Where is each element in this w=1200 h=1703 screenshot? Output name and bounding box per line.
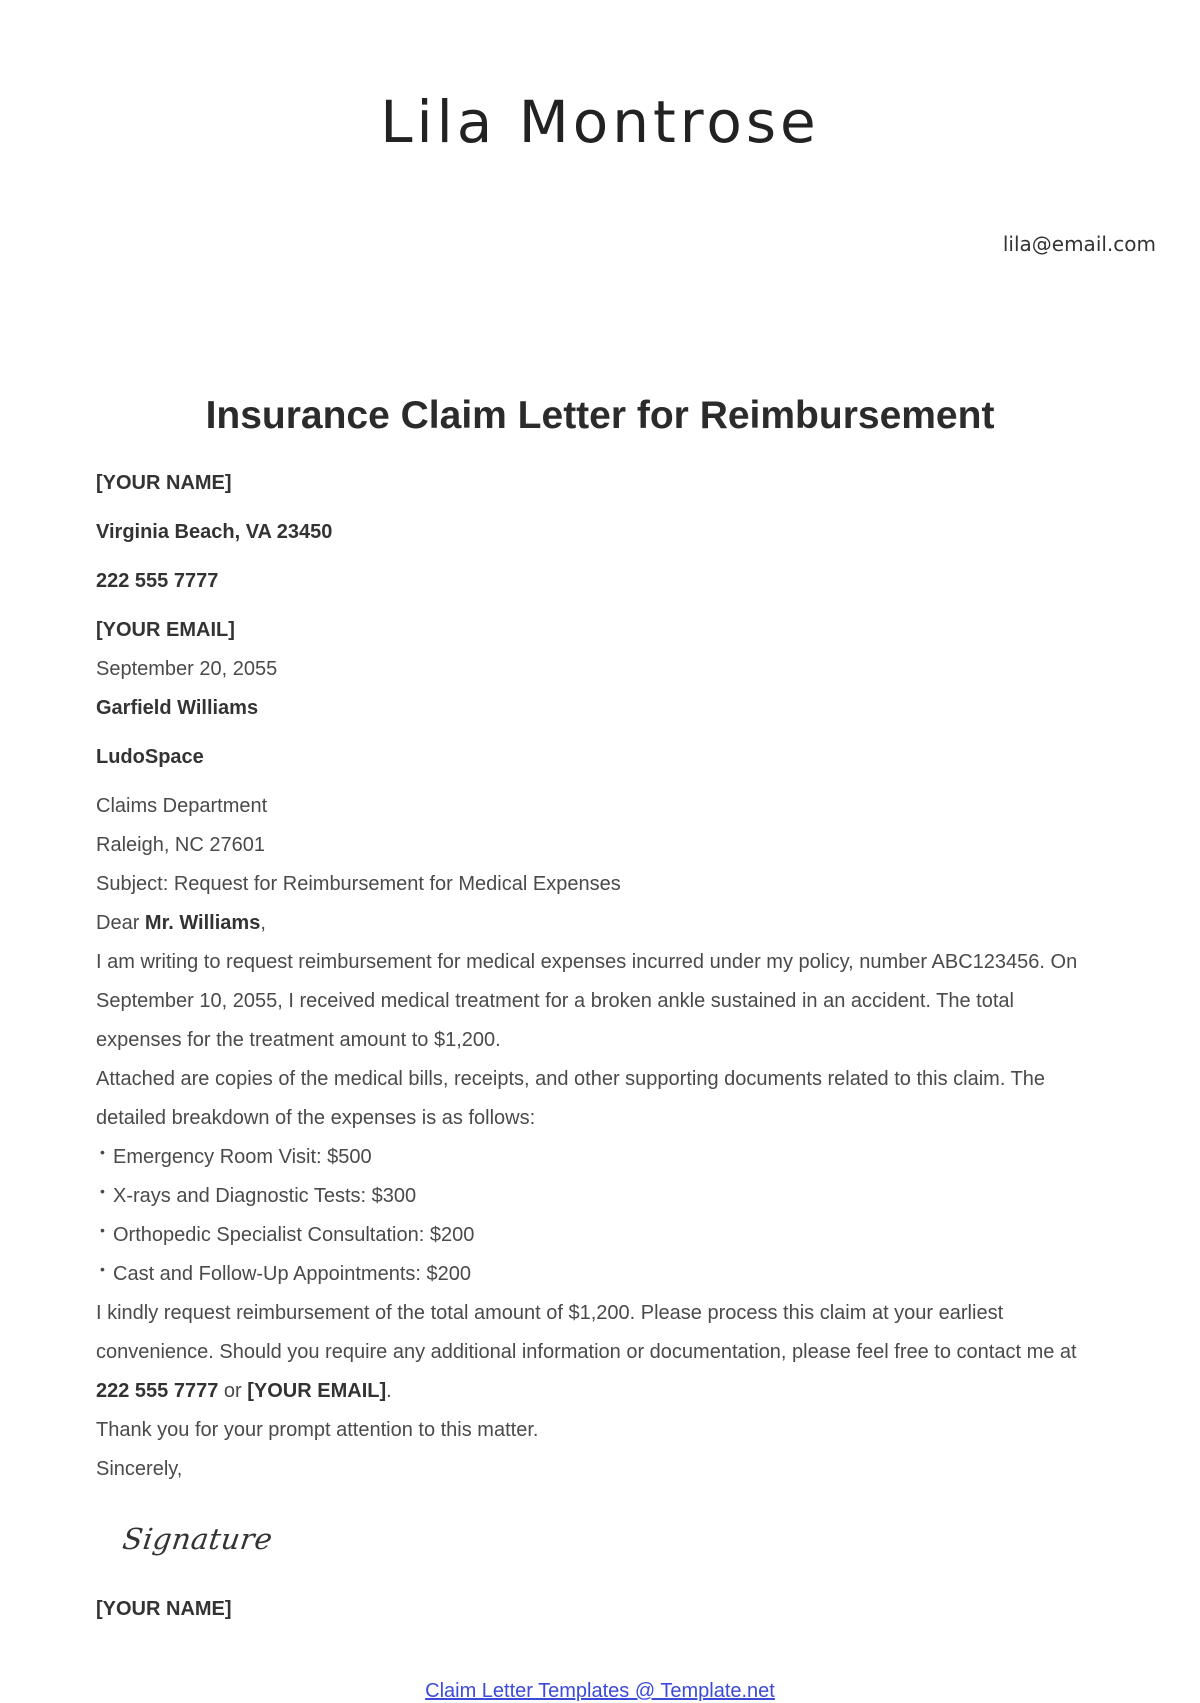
- letter-date: September 20, 2055: [96, 658, 278, 680]
- salutation-prefix: Dear: [96, 912, 145, 934]
- body-paragraph-1: I am writing to request reimbursement for medical expenses incurred under my policy, number ABC123456. On September 10, 2055, I received medical treatment for a broken ankle sustained in an accident. The total expenses for the treatment amount to $1,200.: [96, 951, 1078, 1051]
- salutation-recipient: Mr. Williams: [144, 912, 261, 934]
- footer-link[interactable]: Claim Letter Templates @ Template.net: [425, 1680, 775, 1702]
- sender-email: lila@email.com: [1002, 232, 1156, 256]
- recipient-city-line: Raleigh, NC 27601: [96, 834, 265, 856]
- salutation-suffix: ,: [260, 912, 266, 934]
- sender-phone: 222 555 7777: [96, 570, 219, 592]
- recipient-department: Claims Department: [96, 795, 268, 817]
- recipient-company: LudoSpace: [96, 746, 204, 768]
- letterhead: [0, 88, 1200, 156]
- expense-list: [96, 1138, 1096, 1294]
- contact-email-placeholder: [YOUR EMAIL]: [247, 1380, 387, 1402]
- body-paragraph-3: [96, 1294, 1096, 1411]
- expense-item: • Emergency Room Visit: $500: [96, 1138, 1096, 1177]
- expense-item: • X-rays and Diagnostic Tests: $300: [96, 1177, 1096, 1216]
- sender-name-placeholder: [YOUR NAME]: [96, 472, 232, 494]
- thanks-line: Thank you for your prompt attention to this matter.: [96, 1419, 539, 1441]
- signature-image: Signature: [120, 1522, 275, 1556]
- closing-line: Sincerely,: [96, 1458, 183, 1480]
- expense-item: • Orthopedic Specialist Consultation: $200: [96, 1216, 1096, 1255]
- subject-line: Subject: Request for Reimbursement for Medical Expenses: [96, 873, 621, 895]
- letter-body: [96, 464, 1096, 1629]
- expense-item: • Cast and Follow-Up Appointments: $200: [96, 1255, 1096, 1294]
- paragraph-3-text: I kindly request reimbursement of the total amount of $1,200. Please process this claim at your earliest convenience. Should you require any additional information or documentation, please feel free to contact me at: [96, 1302, 1077, 1363]
- body-paragraph-2: Attached are copies of the medical bills, receipts, and other supporting documents related to this claim. The detailed breakdown of the expenses is as follows:: [96, 1068, 1046, 1129]
- sender-city-line: Virginia Beach, VA 23450: [96, 521, 333, 543]
- closing-name-placeholder: [YOUR NAME]: [96, 1597, 232, 1620]
- sender-name: Lila Montrose: [380, 88, 820, 156]
- page-title: Insurance Claim Letter for Reimbursement: [205, 394, 995, 437]
- salutation: [96, 904, 1096, 943]
- sender-email-placeholder: [YOUR EMAIL]: [96, 619, 235, 641]
- recipient-name: Garfield Williams: [96, 697, 259, 719]
- paragraph-3-or: or: [218, 1380, 248, 1402]
- contact-phone: 222 555 7777: [96, 1380, 219, 1402]
- paragraph-3-end: .: [386, 1380, 392, 1402]
